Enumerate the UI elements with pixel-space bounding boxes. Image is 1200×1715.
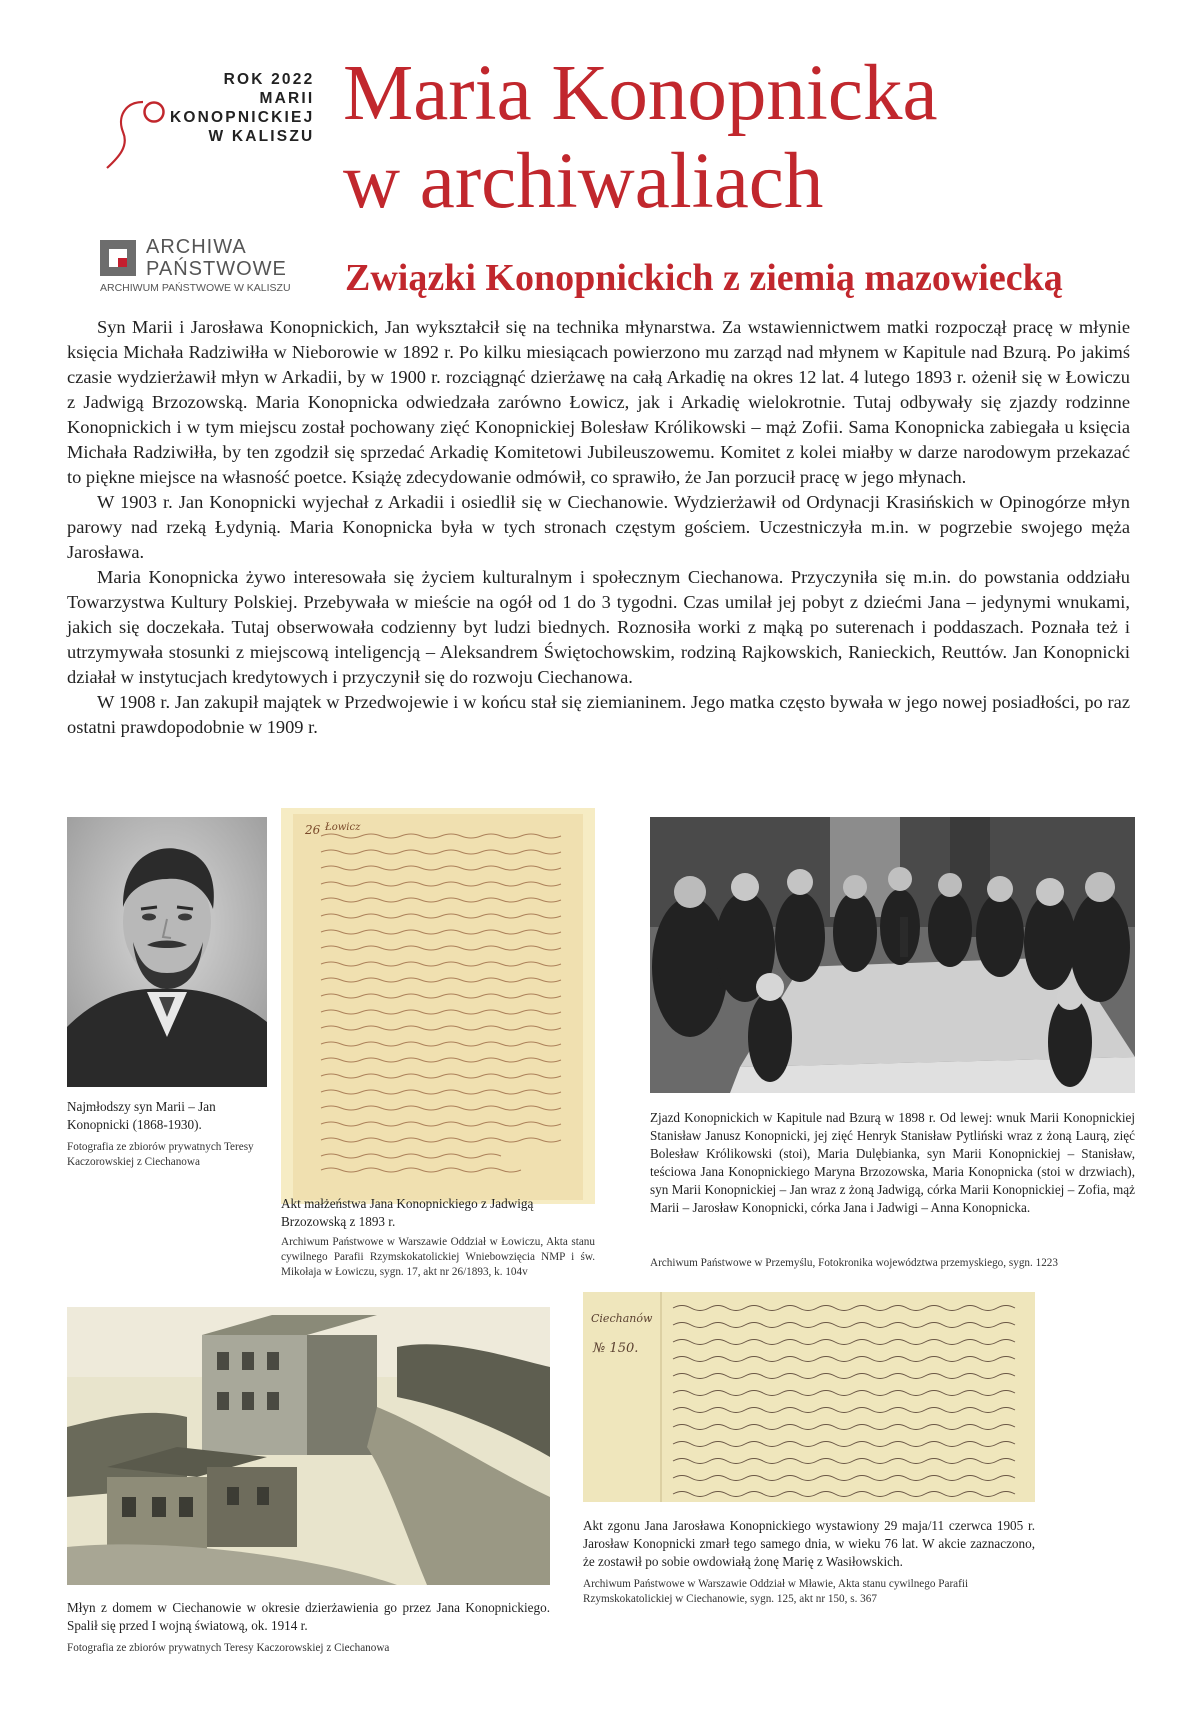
caption-portrait: Najmłodszy syn Marii – Jan Konopnicki (1868-1930). bbox=[67, 1099, 216, 1132]
logo-line-4: W KALISZU bbox=[208, 128, 315, 145]
logo-line-2: MARII bbox=[259, 90, 315, 107]
paragraph-1: Syn Marii i Jarosława Konopnickich, Jan wykształcił się na technika młynarstwa. Za wstawiennictwem matki rozpoczął pracę w młynie księcia Michała Radziwiłła w Nieborowie w 1892 r. Po kilku miesiącach powierzono mu zarząd nad młynem w Kapitule nad Bzurą. Po jakimś czasie wydzierżawił młyn w Arkadii, by w 1900 r. rozciągnąć dzierżawę na całą Arkadię na okres 12 lat. 4 lutego 1893 r. ożenił się w Łowiczu z Jadwigą Brzozowską. Maria Konopnicka odwiedzała zarówno Łowicz, jak i Arkadię wielokrotnie. Tutaj odbywały się zjazdy rodzinne Konopnickich i w tym miejscu został pochowany zięć Konopnickiej Bolesław Królikowski – mąż Zofii. Sama Konopnicka zabiegała u księcia Michała Radziwiłła, by ten zgodził się sprzedać Arkadię Komitetowi Jubileuszowemu. Komitet z kolei miałby w darze narodowym przekazać to piękne miejsce na własność poetce. Książę zdecydowanie odmówił, co sprawiło, że Jan porzucił pracę w jego młynach. bbox=[67, 317, 1130, 487]
source-death: Archiwum Państwowe w Warszawie Oddział w Mławie, Akta stanu cywilnego Parafii Rzymskokatolickiej w Ciechanowie, sygn. 125, akt nr 150, s. 367 bbox=[583, 1578, 969, 1605]
caption-mill: Młyn z domem w Ciechanowie w okresie dzierżawienia go przez Jana Konopnickiego. Spalił się przed I wojną światową, ok. 1914 r. bbox=[67, 1600, 550, 1633]
marriage-record-number: 26 bbox=[305, 823, 321, 837]
logo-line-1: ROK 2022 bbox=[223, 71, 315, 88]
logo-archiwa: ARCHIWA bbox=[146, 236, 247, 258]
page-subtitle: Związki Konopnickich z ziemią mazowiecką bbox=[345, 257, 1063, 299]
archive-emblem-icon bbox=[100, 240, 136, 276]
death-record-scan bbox=[583, 1292, 1035, 1502]
logo-line-3: KONOPNICKIEJ bbox=[170, 109, 315, 126]
caption-gathering: Zjazd Konopnickich w Kapitule nad Bzurą w 1898 r. Od lewej: wnuk Marii Konopnickiej Stanisław Janusz Konopnicki, jej zięć Henryk Stanisław Pytliński wraz z żoną Laurą, zięć Bolesław Królikowski (stoi), Maria Dulębianka, syn Marii Konopnickiej – Stanisław, teściowa Jana Konopnickiego Maryna Brzozowska, Maria Konopnicka (stoi w drzwiach), syn Marii Konopnickiej – Jan wraz z żoną Jadwigą, córka Marii Konopnickiej – Zofia, mąż Marii – Jarosław Konopnicki, córka Jana i Jadwigi – Anna Konopnicka. bbox=[650, 1110, 1135, 1215]
page-title bbox=[343, 50, 1163, 226]
article-body bbox=[67, 315, 1130, 740]
paragraph-3: Maria Konopnicka żywo interesowała się życiem kulturalnym i społecznym Ciechanowa. Przyczyniła się m.in. do powstania oddziału Towarzystwa Kultury Polskiej. Przebywała w mieście na ogół od 1 do 3 tygodni. Czas umilał jej pobyt z dziećmi Jana – jedynymi wnukami, jakich się doczekała. Tutaj obserwowała codzienny byt ludzi biednych. Roznosiła worki z mąką po suterenach i poddaszach. Poznała też i utrzymywała stosunki z miejscową inteligencją – Aleksandrem Świętochowskim, rodziną Rajkowskich, Ranieckich, Reuttów. Jan Konopnicki działał w instytucjach kredytowych i przyczynił się do rozwoju Ciechanowa. bbox=[67, 567, 1130, 687]
rok-2022-logo bbox=[95, 62, 315, 172]
marriage-record-place: Łowicz bbox=[325, 822, 361, 833]
caption-death: Akt zgonu Jana Jarosława Konopnickiego wystawiony 29 maja/11 czerwca 1905 r. Jarosław Konopnicki zmarł tego samego dnia, w wieku 76 lat. W akcie zaznaczono, że zostawił po sobie owdowiałą żonę Marię z Wasiłowskich. bbox=[583, 1518, 1035, 1569]
caption-marriage: Akt małżeństwa Jana Konopnickiego z Jadwigą Brzozowską z 1893 r. bbox=[281, 1196, 534, 1229]
logo-panstwowe: PAŃSTWOWE bbox=[146, 258, 287, 280]
marriage-record-scan bbox=[281, 808, 595, 1204]
title-line-2: w archiwaliach bbox=[343, 138, 824, 225]
source-gathering: Archiwum Państwowe w Przemyślu, Fotokronika województwa przemyskiego, sygn. 1223 bbox=[650, 1257, 1058, 1269]
ribbon-icon bbox=[95, 62, 175, 172]
paragraph-4: W 1908 r. Jan zakupił majątek w Przedwojewie i w końcu stał się ziemianinem. Jego matka często bywała w jego nowej posiadłości, po raz ostatni prawdopodobnie w 1909 r. bbox=[67, 692, 1130, 737]
source-mill: Fotografia ze zbiorów prywatnych Teresy Kaczorowskiej z Ciechanowa bbox=[67, 1642, 390, 1654]
logo-kalisz: ARCHIWUM PAŃSTWOWE W KALISZU bbox=[100, 282, 291, 294]
death-record-place: Ciechanów bbox=[591, 1312, 653, 1325]
death-record-number: № 150. bbox=[593, 1341, 639, 1356]
mill-photo bbox=[67, 1307, 550, 1585]
source-marriage: Archiwum Państwowe w Warszawie Oddział w Łowiczu, Akta stanu cywilnego Parafii Rzymskokatolickiej Wniebowzięcia NMP i św. Mikołaja w Łowiczu, sygn. 17, akt nr 26/1893, k. 104v bbox=[281, 1236, 595, 1278]
archiwa-panstwowe-logo bbox=[100, 238, 310, 298]
family-gathering-photo bbox=[650, 817, 1135, 1093]
title-line-1: Maria Konopnicka bbox=[343, 50, 938, 137]
paragraph-2: W 1903 r. Jan Konopnicki wyjechał z Arkadii i osiedlił się w Ciechanowie. Wydzierżawił od Ordynacji Krasińskich w Opinogórze młyn parowy nad rzeką Łydynią. Maria Konopnicka była w tych stronach częstym gościem. Uczestniczyła m.in. w pogrzebie swojego męża Jarosława. bbox=[67, 492, 1130, 562]
portrait-photo bbox=[67, 817, 267, 1087]
source-portrait: Fotografia ze zbiorów prywatnych Teresy Kaczorowskiej z Ciechanowa bbox=[67, 1141, 254, 1168]
